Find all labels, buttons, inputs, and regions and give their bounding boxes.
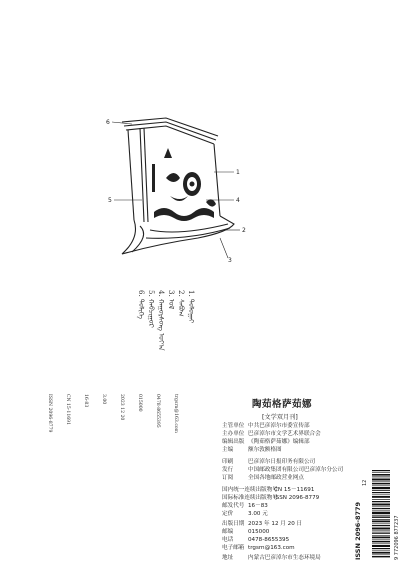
vertical-line: ISSN 2096-8779 [47, 394, 52, 433]
colophon-row: 编辑出版 《陶茹格萨茹娜》编辑部 [222, 439, 310, 445]
callout-3: 3 [228, 257, 232, 264]
barcode-digits: 9 772096 877237 [394, 515, 400, 560]
colophon-row: 地址 内蒙古巴彦淖尔市生态环境局 [222, 555, 321, 561]
vertical-line: 015000 [137, 394, 142, 412]
vertical-line: 2023 12 20 [119, 394, 124, 421]
legend-item: 2. ᠰᠠᠪᠤᠭ [177, 290, 185, 317]
legend-item: 3. ᠤᠯ [167, 290, 175, 310]
legend-item: 4. ᠬᠠᠭᠤᠷᠰᠤᠩ ᠣᠶ᠎ᠠ [157, 290, 165, 351]
colophon-row: 国内统一连续出版物号CN 15－11691 [222, 487, 315, 493]
colophon-row: 出版日期 2023 年 12 月 20 日 [222, 521, 303, 527]
callout-2: 2 [242, 227, 246, 234]
issue-number: 12 [362, 479, 368, 486]
colophon-section [0, 384, 400, 568]
colophon-row: 电子邮箱 trgsrn@163.com [222, 545, 295, 551]
vertical-line: 16-83 [83, 394, 88, 408]
colophon-row: 发行 中国邮政集团有限公司巴彦淖尔分公司 [222, 467, 344, 473]
colophon-row: 订阅 全国各地邮政营业网点 [222, 475, 304, 481]
colophon-row: 定价 3.00 元 [222, 511, 268, 517]
legend-item: 5. ᠬᠠᠪᠴᠢᠭᠤᠷ [147, 290, 155, 328]
colophon-row: 邮发代号 16－83 [222, 503, 268, 509]
vertical-line: trgsrn@163.com [173, 394, 178, 434]
callout-4: 4 [236, 197, 240, 204]
colophon-row: 邮编 015000 [222, 529, 270, 535]
colophon-row: 印刷 巴彦淖尔日报印务有限公司 [222, 459, 316, 465]
colophon-row: 主办单位 巴彦淖尔市文学艺术界联合会 [222, 431, 321, 437]
colophon-row: 主管单位 中共巴彦淖尔市委宣传部 [222, 423, 310, 429]
legend-item: 1. ᠲᠤᠯᠤᠭᠠᠢ [187, 290, 195, 324]
vertical-line: 0478-8655395 [155, 394, 160, 428]
magazine-title: 陶茹格萨茹娜 [252, 399, 313, 410]
callout-6: 6 [106, 119, 110, 126]
callout-5: 5 [108, 197, 112, 204]
colophon-row: 电话 0478-8655395 [222, 537, 290, 543]
magazine-subtitle: [文学双月刊] [262, 414, 298, 421]
colophon-row: 主编 额尔敦额格图 [222, 447, 282, 453]
vertical-line: 3.00 [101, 394, 106, 405]
mongolian-boot-illustration [106, 112, 260, 264]
legend-item: 6. ᠲᠤᠯᠢᠭᠡ [137, 290, 145, 319]
vertical-line: CN 15-11691 [65, 394, 70, 426]
callout-1: 1 [236, 169, 240, 176]
colophon-row: 国际标准连续出版物号ISSN 2096-8779 [222, 495, 320, 501]
issn-label: ISSN 2096-8779 [354, 501, 362, 560]
